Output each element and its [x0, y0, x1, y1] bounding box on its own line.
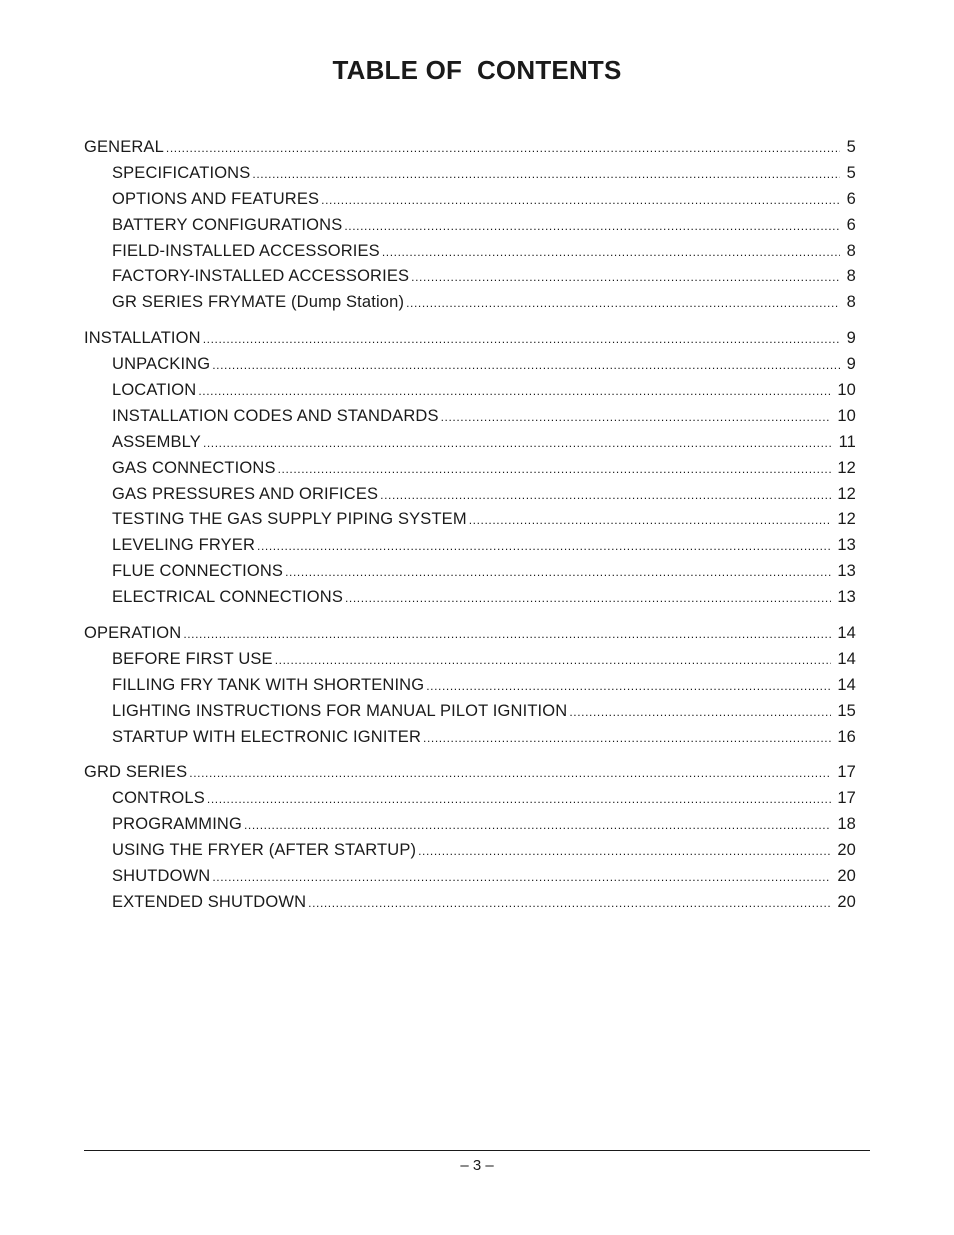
toc-page-number: 18 — [837, 815, 856, 834]
toc-page-number: 8 — [846, 267, 856, 286]
toc-entry-specifications[interactable] — [84, 164, 856, 190]
toc-entry-label: FIELD-INSTALLED ACCESSORIES — [112, 241, 380, 260]
dot-leader — [426, 679, 831, 693]
toc-entry-label: SHUTDOWN — [112, 867, 211, 886]
toc-entry-gas-pressures-and-orifices[interactable] — [84, 485, 856, 511]
toc-entry-installation-codes-and-standards[interactable] — [84, 407, 856, 433]
toc-entry-testing-gas-supply-piping[interactable] — [84, 510, 856, 536]
toc-page-number: 17 — [837, 763, 856, 782]
dot-leader — [203, 436, 833, 450]
toc-entry-label: USING THE FRYER (AFTER STARTUP) — [112, 841, 417, 860]
toc-page-number: 16 — [837, 727, 856, 746]
toc-entry-operation[interactable] — [84, 624, 856, 650]
table-of-contents — [84, 138, 856, 929]
dot-leader — [382, 245, 840, 259]
dot-leader — [207, 792, 831, 806]
toc-entry-location[interactable] — [84, 381, 856, 407]
toc-page-number: 20 — [837, 892, 856, 911]
toc-entry-grd-series[interactable] — [84, 763, 856, 789]
dot-leader — [244, 818, 831, 832]
toc-entry-label: GENERAL — [84, 138, 164, 156]
toc-page-number: 8 — [846, 293, 856, 312]
dot-leader — [278, 462, 832, 476]
toc-page-number: 9 — [846, 329, 856, 348]
toc-page-number: 8 — [846, 241, 856, 260]
toc-entry-label: FLUE CONNECTIONS — [112, 562, 284, 581]
toc-page-number: 10 — [837, 406, 856, 425]
dot-leader — [418, 844, 831, 858]
dot-leader — [308, 896, 831, 910]
toc-page-number: 13 — [837, 562, 856, 581]
toc-section-operation — [84, 624, 856, 753]
toc-entry-factory-installed-accessories[interactable] — [84, 267, 856, 293]
toc-page-number: 6 — [846, 189, 856, 208]
toc-entry-label: UNPACKING — [112, 355, 211, 374]
toc-entry-installation[interactable] — [84, 329, 856, 355]
toc-page-number: 13 — [837, 536, 856, 555]
dot-leader — [423, 731, 831, 745]
toc-entry-gr-series-frymate[interactable] — [84, 293, 856, 319]
dot-leader — [166, 141, 840, 155]
toc-entry-lighting-instructions[interactable] — [84, 702, 856, 728]
toc-page-number: 12 — [837, 458, 856, 477]
toc-entry-label: FACTORY-INSTALLED ACCESSORIES — [112, 267, 410, 286]
toc-entry-shutdown[interactable] — [84, 867, 856, 893]
toc-page-number: 12 — [837, 510, 856, 529]
dot-leader — [344, 219, 840, 233]
toc-entry-label: GAS CONNECTIONS — [112, 458, 276, 477]
dot-leader — [380, 488, 831, 502]
toc-entry-label: ASSEMBLY — [112, 432, 201, 451]
toc-section-general — [84, 138, 856, 319]
toc-entry-label: INSTALLATION — [84, 329, 201, 348]
toc-entry-electrical-connections[interactable] — [84, 588, 856, 614]
toc-entry-label: LEVELING FRYER — [112, 536, 256, 555]
footer-divider — [84, 1150, 870, 1151]
toc-page-number: 5 — [846, 138, 856, 156]
toc-page-number: 15 — [837, 701, 856, 720]
dot-leader — [441, 410, 832, 424]
dot-leader — [212, 358, 840, 372]
dot-leader — [345, 591, 831, 605]
page-title: TABLE OF CONTENTS — [332, 55, 622, 85]
toc-entry-label: SPECIFICATIONS — [112, 163, 251, 182]
dot-leader — [569, 705, 831, 719]
toc-entry-label: BATTERY CONFIGURATIONS — [112, 215, 343, 234]
dot-leader — [203, 332, 840, 346]
toc-entry-field-installed-accessories[interactable] — [84, 242, 856, 268]
toc-entry-flue-connections[interactable] — [84, 562, 856, 588]
toc-entry-controls[interactable] — [84, 789, 856, 815]
toc-page-number: 6 — [846, 215, 856, 234]
toc-entry-label: EXTENDED SHUTDOWN — [112, 892, 307, 911]
dot-leader — [183, 627, 831, 641]
toc-entry-label: BEFORE FIRST USE — [112, 649, 273, 668]
toc-entry-label: LOCATION — [112, 381, 197, 400]
dot-leader — [252, 167, 840, 181]
toc-entry-label: GRD SERIES — [84, 763, 188, 782]
toc-entry-assembly[interactable] — [84, 433, 856, 459]
toc-entry-label: FILLING FRY TANK WITH SHORTENING — [112, 675, 425, 694]
toc-page-number: 13 — [837, 588, 856, 607]
toc-page-number: 10 — [837, 381, 856, 400]
toc-entry-label: GAS PRESSURES AND ORIFICES — [112, 484, 379, 503]
toc-entry-general[interactable] — [84, 138, 856, 164]
toc-entry-filling-fry-tank[interactable] — [84, 676, 856, 702]
toc-page-number: 14 — [837, 624, 856, 643]
toc-section-installation — [84, 329, 856, 614]
toc-page-number: 14 — [837, 649, 856, 668]
toc-entry-gas-connections[interactable] — [84, 459, 856, 485]
toc-page-number: 5 — [846, 163, 856, 182]
toc-entry-extended-shutdown[interactable] — [84, 893, 856, 919]
toc-entry-label: PROGRAMMING — [112, 815, 242, 834]
page-number: – 3 – — [460, 1157, 494, 1174]
toc-entry-startup-electronic-igniter[interactable] — [84, 728, 856, 754]
dot-leader — [411, 270, 840, 284]
toc-page-number: 17 — [837, 789, 856, 808]
toc-page-number: 11 — [838, 432, 856, 451]
toc-page-number: 20 — [837, 841, 856, 860]
toc-entry-label: INSTALLATION CODES AND STANDARDS — [112, 406, 439, 425]
toc-entry-battery-configurations[interactable] — [84, 216, 856, 242]
dot-leader — [189, 766, 831, 780]
toc-page-number: 12 — [837, 484, 856, 503]
toc-page-number: 14 — [837, 675, 856, 694]
toc-entry-label: OPTIONS AND FEATURES — [112, 189, 320, 208]
toc-entry-before-first-use[interactable] — [84, 650, 856, 676]
toc-entry-label: OPERATION — [84, 624, 182, 643]
toc-entry-programming[interactable] — [84, 815, 856, 841]
dot-leader — [321, 193, 840, 207]
toc-entry-using-the-fryer[interactable] — [84, 841, 856, 867]
toc-entry-options-and-features[interactable] — [84, 190, 856, 216]
dot-leader — [469, 513, 832, 527]
dot-leader — [406, 296, 840, 310]
toc-entry-label: LIGHTING INSTRUCTIONS FOR MANUAL PILOT IGNITION — [112, 701, 568, 720]
toc-entry-label: STARTUP WITH ELECTRONIC IGNITER — [112, 727, 422, 746]
dot-leader — [257, 539, 831, 553]
toc-page-number: 20 — [837, 867, 856, 886]
toc-entry-unpacking[interactable] — [84, 355, 856, 381]
dot-leader — [212, 870, 831, 884]
dot-leader — [198, 384, 831, 398]
toc-page-number: 9 — [846, 355, 856, 374]
toc-section-grd-series — [84, 763, 856, 918]
toc-entry-label: GR SERIES FRYMATE (Dump Station) — [112, 293, 405, 312]
toc-entry-label: ELECTRICAL CONNECTIONS — [112, 588, 343, 607]
toc-entry-label: TESTING THE GAS SUPPLY PIPING SYSTEM — [112, 510, 467, 529]
dot-leader — [275, 653, 832, 667]
toc-entry-leveling-fryer[interactable] — [84, 536, 856, 562]
toc-entry-label: CONTROLS — [112, 789, 205, 808]
dot-leader — [285, 565, 831, 579]
